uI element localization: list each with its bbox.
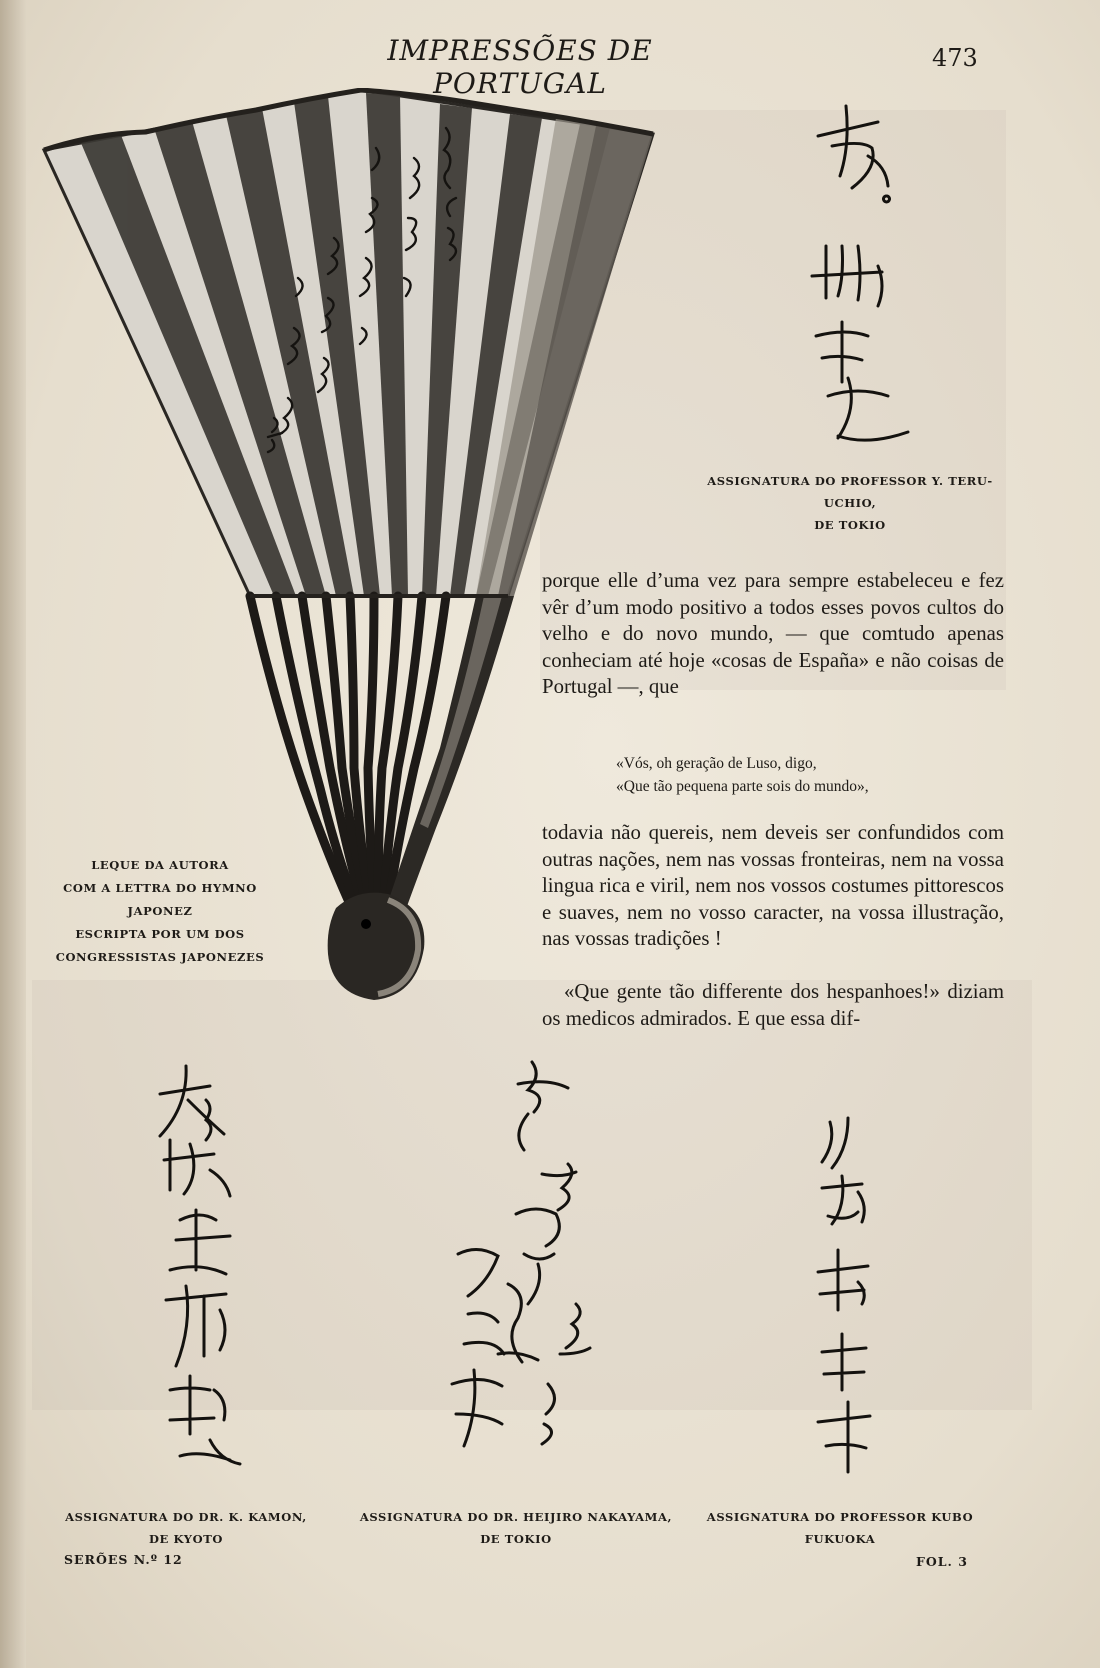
body-paragraph-1: porque elle d’uma vez para sempre estabeleceu e fez vêr d’um modo positivo a todos esses povos cultos do velho e do novo mundo, — que comtudo apenas conheciam até hoje «cosas de España» e não coisas de Portugal —, que [542, 569, 1004, 698]
page-number: 473 [932, 44, 978, 72]
verse-quotation: «Vós, oh geração de Luso, digo, «Que tão pequena parte sois do mundo», [616, 755, 869, 795]
running-title: IMPRESSÕES DE PORTUGAL [387, 34, 653, 100]
teru-uchio-signature [808, 96, 918, 476]
body-paragraph-2: todavia não quereis, nem deveis ser confundidos com outras nações, nem nas vossas fronteiras, nem na vossa lingua rica e viril, nem nos vossos costumes pittorescos e suaves, nem no vosso caracter, na vossa illustração, nas vossas tradições ! [542, 821, 1004, 950]
nakayama-caption: ASSIGNATURA DO DR. HEIJIRO NAKAYAMA, DE TOKIO [359, 1510, 673, 1546]
kubo-caption: ASSIGNATURA DO PROFESSOR KUBO FUKUOKA [706, 1510, 974, 1546]
nakayama-signature [428, 1054, 608, 1484]
folio-footer: FOL. 3 [916, 1554, 968, 1569]
issue-footer: SERÕES N.º 12 [64, 1552, 183, 1567]
fan-caption: LEQUE DA AUTORA COM A LETTRA DO HYMNO JAPONEZ ESCRIPTA POR UM DOS CONGRESSISTAS JAPONEZES [55, 858, 265, 964]
kamon-signature [150, 1060, 260, 1480]
page-binding-edge [0, 0, 26, 1668]
kubo-signature [808, 1112, 888, 1482]
kamon-caption: ASSIGNATURA DO DR. K. KAMON, DE KYOTO [65, 1510, 307, 1546]
teru-uchio-caption: ASSIGNATURA DO PROFESSOR Y. TERU-UCHIO, DE TOKIO [707, 474, 993, 532]
body-paragraph-3: «Que gente tão differente dos hespanhoes!» diziam os medicos admirados. E que essa dif- [542, 980, 1004, 1030]
